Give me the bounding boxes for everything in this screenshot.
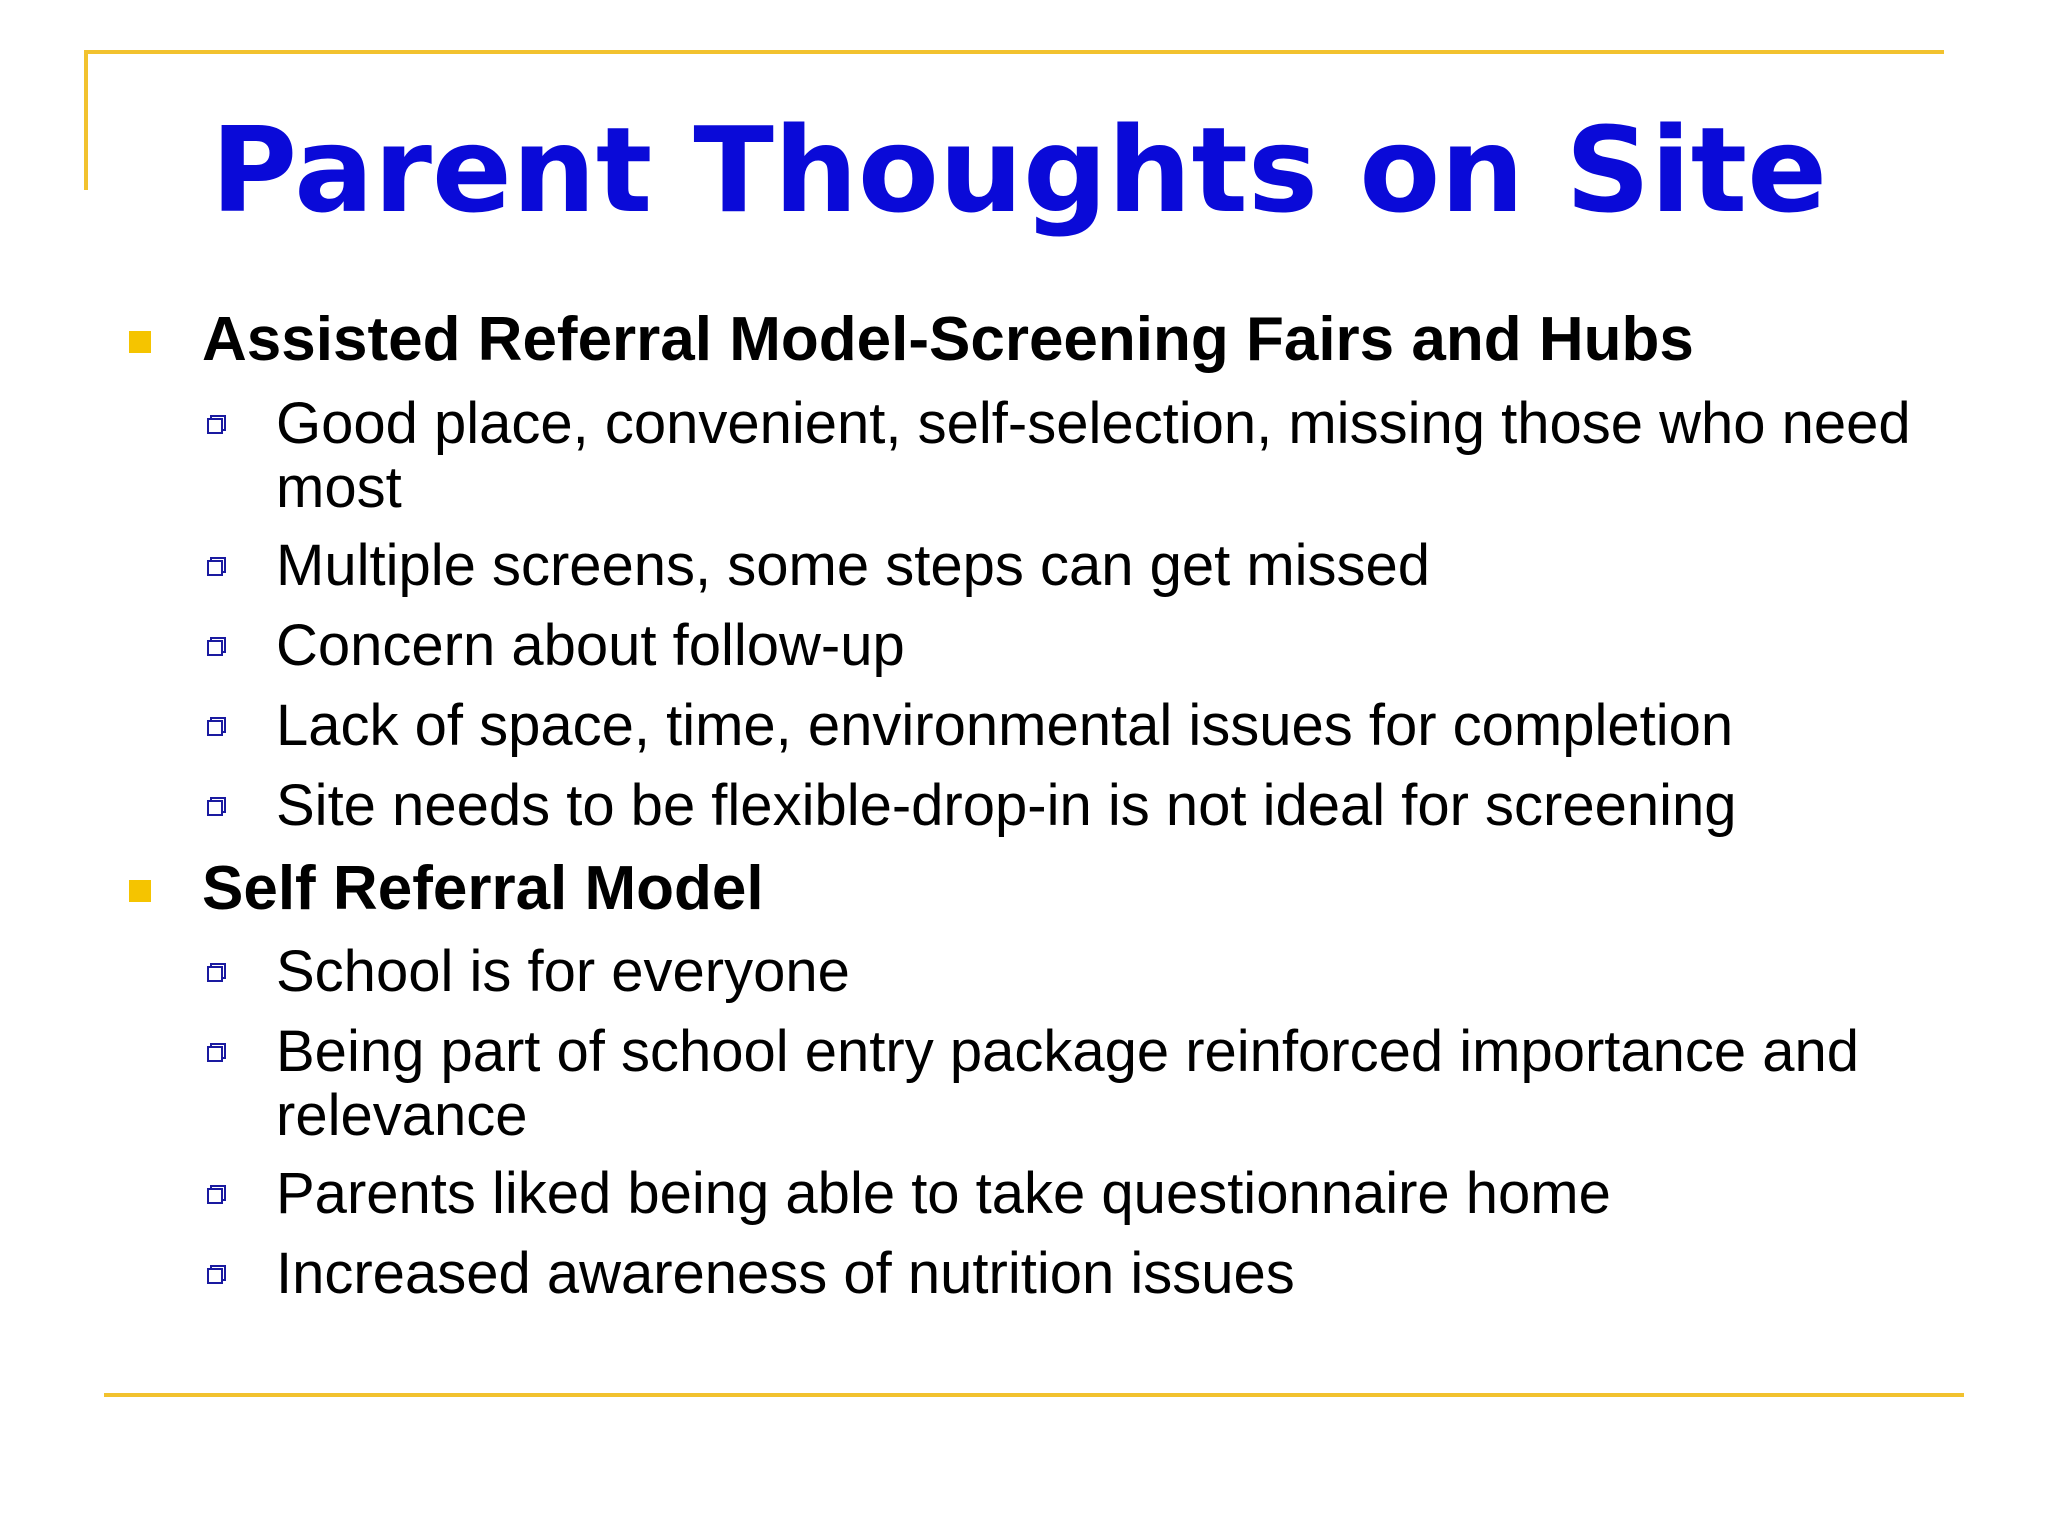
section-heading-self-referral: Self Referral Model [202,854,764,923]
square-bullet-icon [129,880,151,902]
top-accent-rule [84,50,1944,54]
section-heading-assisted-referral: Assisted Referral Model-Screening Fairs and Hubs [202,305,1694,374]
checkbox-bullet-icon [206,556,228,582]
checkbox-bullet-icon [206,962,228,988]
checkbox-bullet-icon [206,636,228,662]
checkbox-bullet-icon [206,1042,228,1068]
checkbox-bullet-icon [206,1184,228,1210]
list-item: School is for everyone [276,939,850,1004]
list-item: Being part of school entry package reinforced importance and relevance [276,1019,1860,1148]
list-item: Concern about follow-up [276,613,905,678]
checkbox-bullet-icon [206,796,228,822]
list-item: Site needs to be flexible-drop-in is not ideal for screening [276,773,1737,838]
list-item: Good place, convenient, self-selection, missing those who need most [276,391,1911,520]
list-item: Parents liked being able to take questionnaire home [276,1161,1611,1226]
square-bullet-icon [129,331,151,353]
slide-title: Parent Thoughts on Site [210,101,1828,239]
checkbox-bullet-icon [206,716,228,742]
list-item: Increased awareness of nutrition issues [276,1241,1295,1306]
list-item: Multiple screens, some steps can get missed [276,533,1431,598]
checkbox-bullet-icon [206,414,228,440]
checkbox-bullet-icon [206,1264,228,1290]
bottom-accent-rule [104,1393,1964,1397]
list-item: Lack of space, time, environmental issues for completion [276,693,1734,758]
